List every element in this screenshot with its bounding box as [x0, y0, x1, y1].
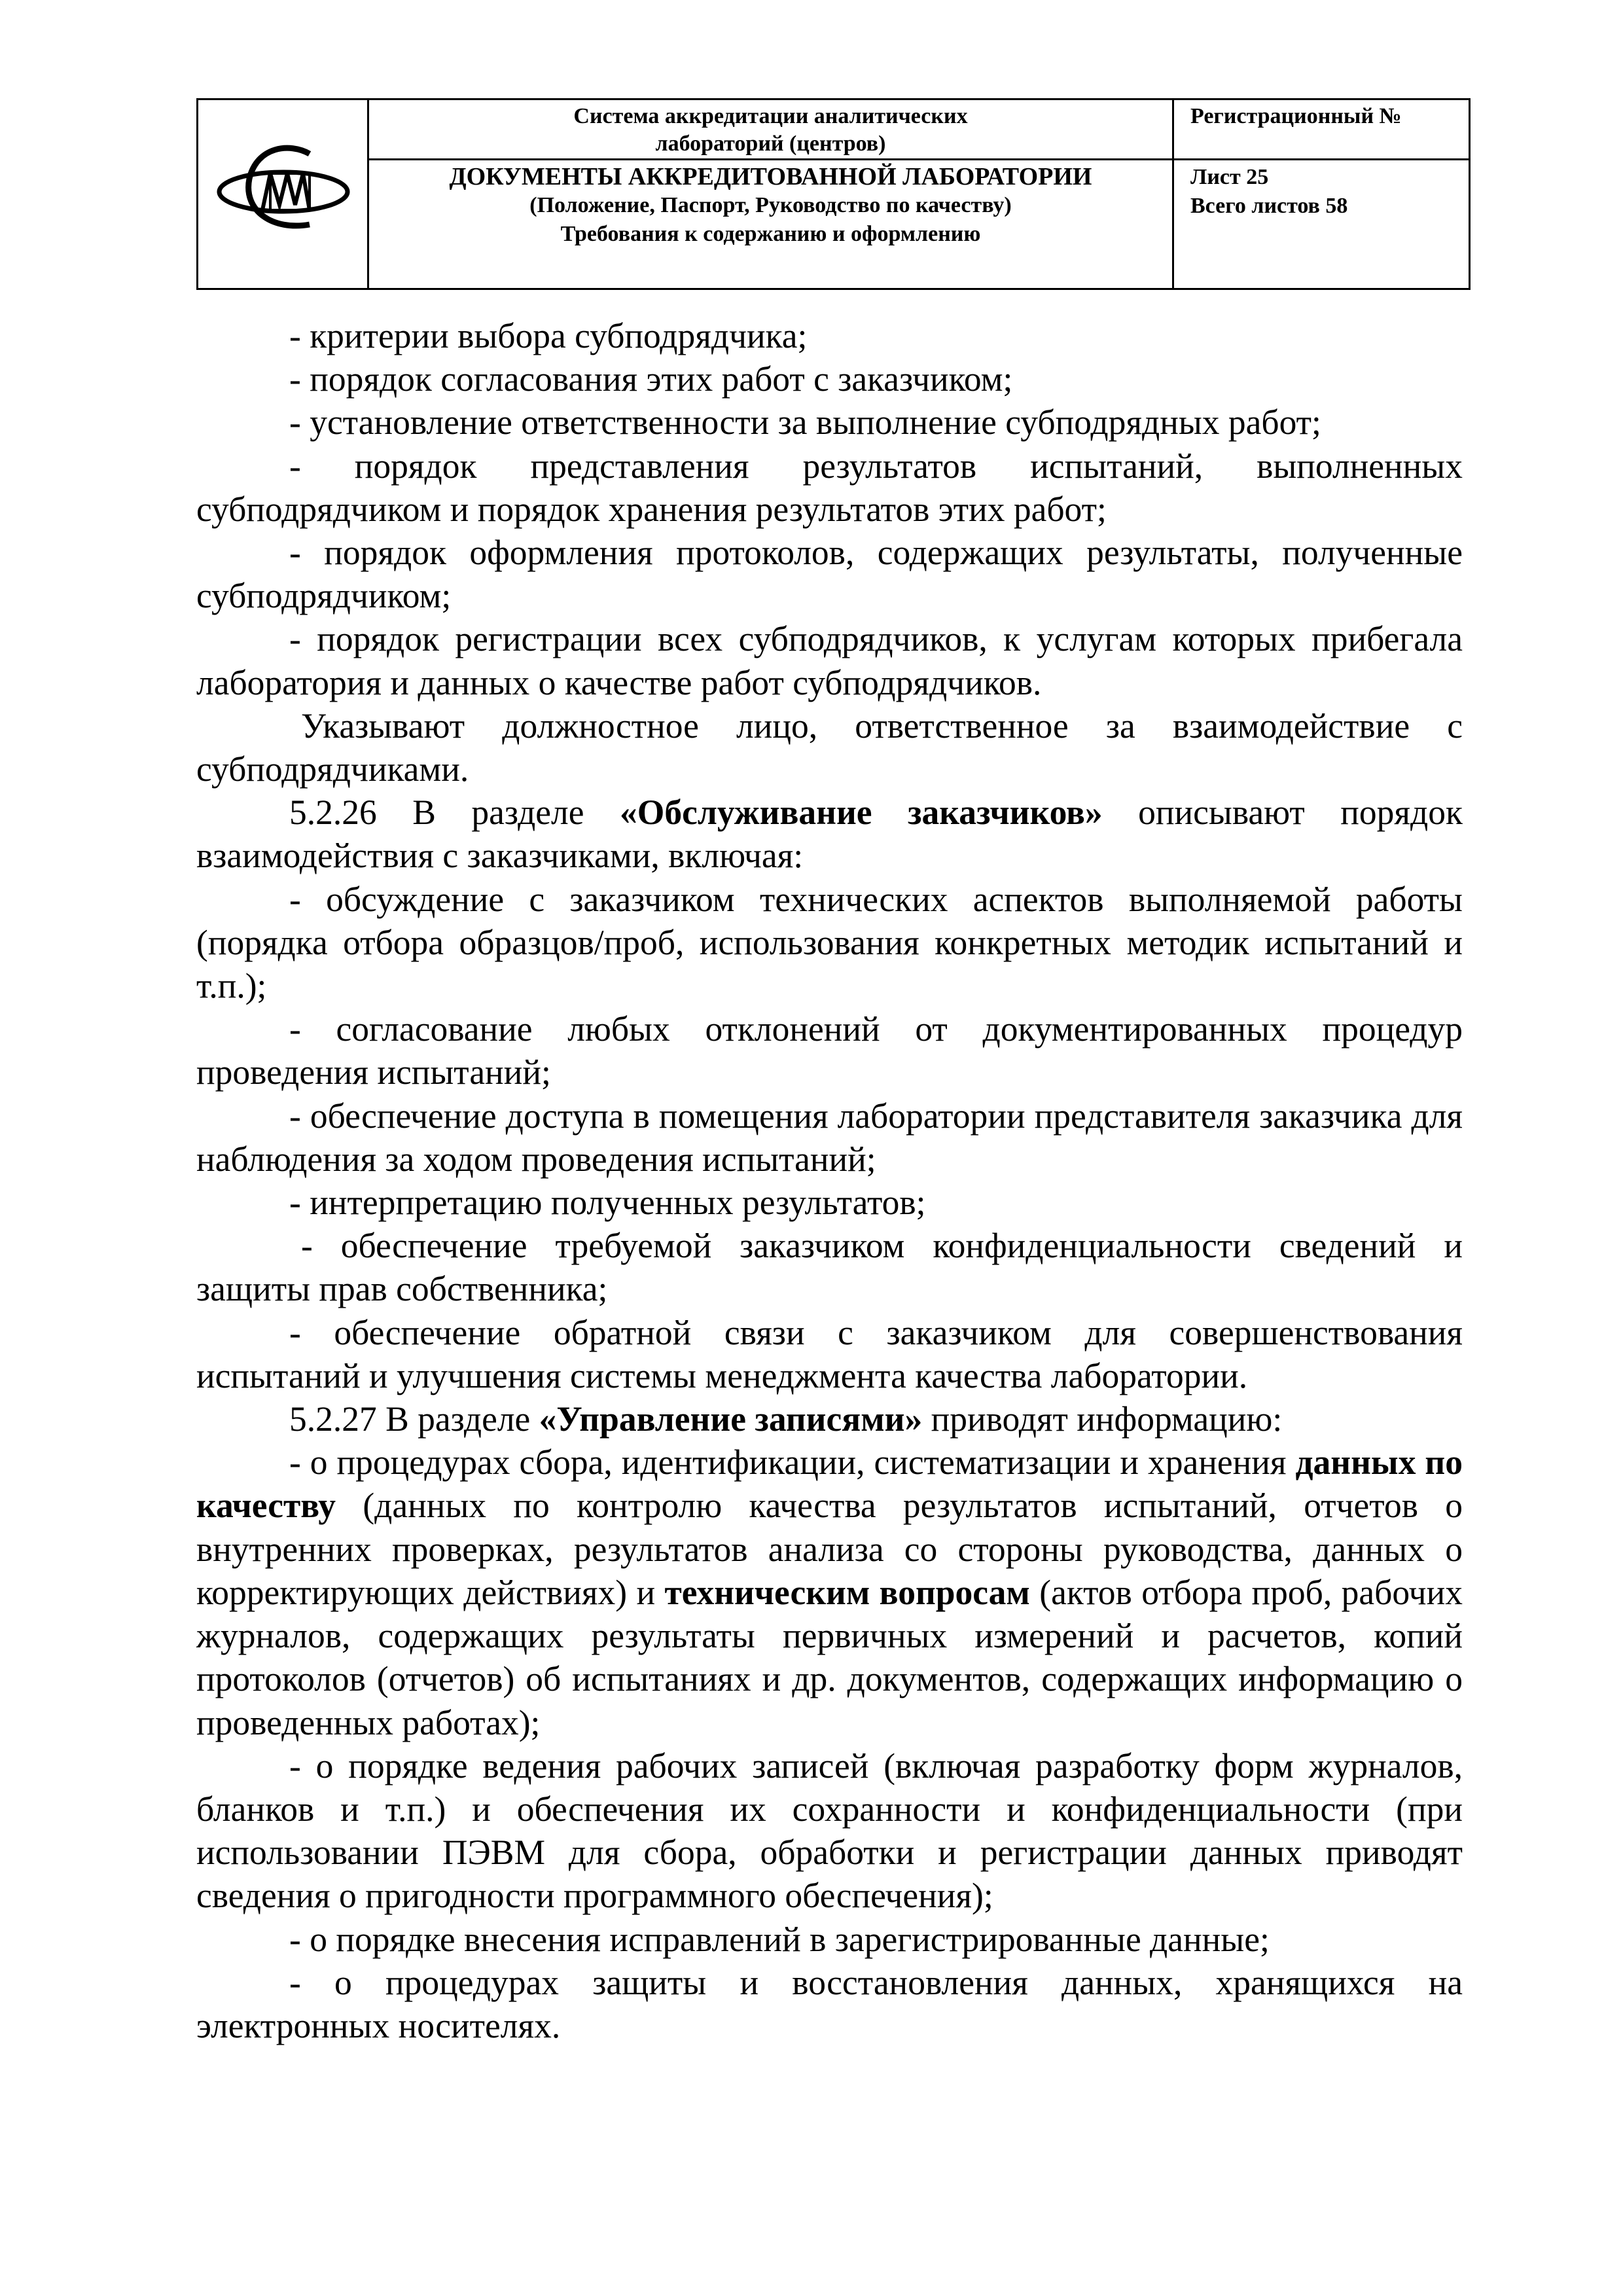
document-body: [196, 314, 1463, 2047]
list-item: - обеспечение обратной связи с заказчиком для совершенствования испытаний и улучшения системы менеджмента качества лаборатории.: [196, 1312, 1463, 1395]
sheet-number: Лист 25: [1190, 165, 1269, 189]
list-item: - порядок представления результатов испытаний, выполненных субподрядчиком и порядок хранения результатов этих работ;: [196, 446, 1463, 529]
logo-cell: [198, 99, 368, 289]
section-heading: «Обслуживание заказчиков»: [619, 793, 1103, 833]
emphasis: данных по качеству: [196, 1443, 1463, 1526]
header-table: [196, 98, 1471, 290]
section-paragraph-5-2-26: 5.2.26 В разделе «Обслуживание заказчиков» описывают порядок взаимодействия с заказчиками, включая:: [196, 793, 1463, 876]
paragraph: Указывают должностное лицо, ответственное за взаимодействие с субподрядчиками.: [196, 706, 1463, 789]
system-title-line1: Система аккредитации аналитических: [573, 104, 968, 128]
registration-number-label: Регистрационный №: [1174, 100, 1469, 160]
accreditation-logo-icon: [211, 139, 355, 244]
list-item: - обеспечение доступа в помещения лаборатории представителя заказчика для наблюдения за ходом проведения испытаний;: [196, 1096, 1463, 1179]
system-title-line2: лабораторий (центров): [655, 132, 886, 156]
document-subtitle: (Положение, Паспорт, Руководство по качеству): [529, 193, 1012, 217]
list-item: - о процедурах сбора, идентификации, систематизации и хранения данных по качеству (данных по контролю качества результатов испытаний, отчетов о внутренних проверках, результатов анализа со стороны руководства, данных о корректирующих действиях) и техническим вопросам (актов отбора проб, рабочих журналов, содержащих результаты первичных измерений и расчетов, копий протоколов (отчетов) об испытаниях и др. документов, содержащих информацию о проведенных работах);: [196, 1443, 1463, 1742]
total-sheets: Всего листов 58: [1190, 194, 1348, 218]
section-heading: «Управление записями»: [539, 1399, 923, 1439]
list-item: - согласование любых отклонений от документированных процедур проведения испытаний;: [196, 1009, 1463, 1092]
list-item: - обсуждение с заказчиком технических аспектов выполняемой работы (порядка отбора образцов/проб, использования конкретных методик испытаний и т.п.);: [196, 879, 1463, 1006]
document-title: ДОКУМЕНТЫ АККРЕДИТОВАННОЙ ЛАБОРАТОРИИ: [449, 163, 1092, 190]
list-item: - порядок оформления протоколов, содержащих результаты, полученные субподрядчиком;: [196, 533, 1463, 616]
list-item: - порядок регистрации всех субподрядчиков, к услугам которых прибегала лаборатория и данных о качестве работ субподрядчиков.: [196, 619, 1463, 702]
section-paragraph-5-2-27: 5.2.27 В разделе «Управление записями» приводят информацию:: [289, 1399, 1283, 1439]
list-item: - о процедурах защиты и восстановления данных, хранящихся на электронных носителях.: [196, 1962, 1463, 2045]
list-item: - обеспечение требуемой заказчиком конфиденциальности сведений и защиты прав собственника;: [196, 1226, 1463, 1309]
emphasis: техническим вопросам: [664, 1572, 1030, 1612]
title-cell: [368, 99, 1173, 289]
list-item: - критерии выбора субподрядчика;: [289, 316, 808, 355]
list-item: - интерпретацию полученных результатов;: [289, 1183, 926, 1223]
list-item: - о порядке ведения рабочих записей (включая разработку форм журналов, бланков и т.п.) и обеспечения их сохранности и конфиденциальности (при использовании ПЭВМ для сбора, обработки и регистрации данных приводят сведения о пригодности программного обеспечения);: [196, 1746, 1463, 1916]
list-item: - о порядке внесения исправлений в зарегистрированные данные;: [289, 1919, 1270, 1959]
registration-cell: [1173, 99, 1470, 289]
document-subtitle-2: Требования к содержанию и оформлению: [560, 222, 981, 246]
list-item: - установление ответственности за выполнение субподрядных работ;: [289, 403, 1321, 442]
list-item: - порядок согласования этих работ с заказчиком;: [289, 359, 1013, 399]
